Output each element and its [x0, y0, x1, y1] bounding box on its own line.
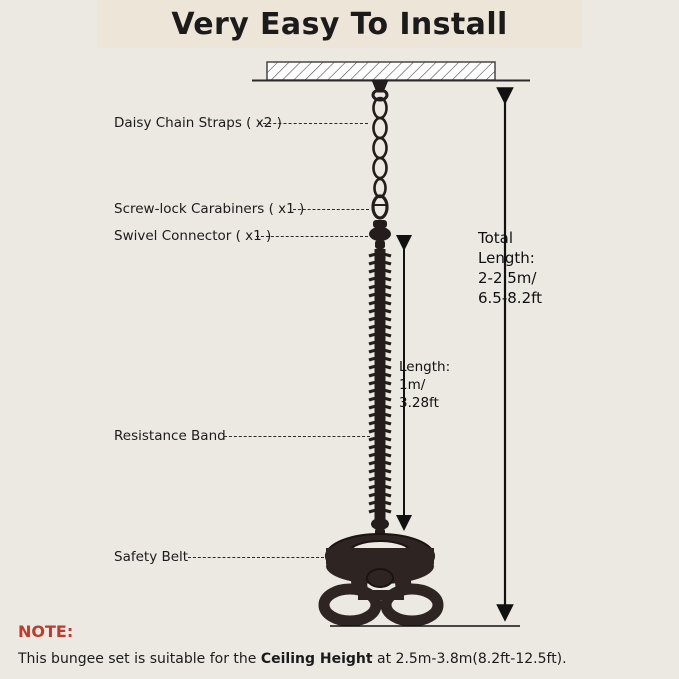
- total-length-text: [478, 228, 542, 308]
- leader-safety-belt: [188, 557, 324, 558]
- note-body-highlight: Ceiling Height: [260, 651, 373, 667]
- leader-carabiner: [293, 209, 369, 210]
- safety-belt: [324, 534, 438, 621]
- label-swivel-connector: Swivel Connector ( x1 ): [114, 228, 272, 244]
- band-length-line-3: 3.28ft: [399, 395, 439, 411]
- total-length-line-4: 6.5-8.2ft: [478, 289, 543, 307]
- note-body-before: This bungee set is suitable for the: [18, 651, 261, 667]
- label-safety-belt: Safety Belt: [114, 549, 189, 565]
- swivel-connector: [369, 220, 391, 249]
- ceiling-beam: [252, 62, 530, 81]
- band-length-line-2: 1m/: [399, 377, 426, 393]
- page-title: Very Easy To Install: [171, 6, 508, 42]
- note-body: [18, 651, 567, 667]
- leader-swivel: [256, 236, 368, 237]
- note-body-after: at 2.5m-3.8m(8.2ft-12.5ft).: [372, 651, 567, 667]
- label-daisy-chain: Daisy Chain Straps ( x2 ): [114, 115, 282, 131]
- screw-lock-carabiner: [373, 196, 387, 218]
- leader-resistance-band: [224, 436, 370, 437]
- note-heading: NOTE:: [18, 622, 74, 641]
- band-length-text: [399, 358, 450, 412]
- band-length-line-1: Length:: [399, 359, 451, 375]
- total-length-line-2: Length:: [478, 249, 535, 267]
- label-carabiners: Screw-lock Carabiners ( x1 ): [114, 201, 305, 217]
- total-length-line-3: 2-2.5m/: [478, 269, 537, 287]
- resistance-band: [369, 249, 391, 521]
- total-length-line-1: Total: [478, 229, 514, 247]
- daisy-chain-strap: [374, 98, 387, 197]
- label-resistance-band: Resistance Band: [114, 428, 226, 444]
